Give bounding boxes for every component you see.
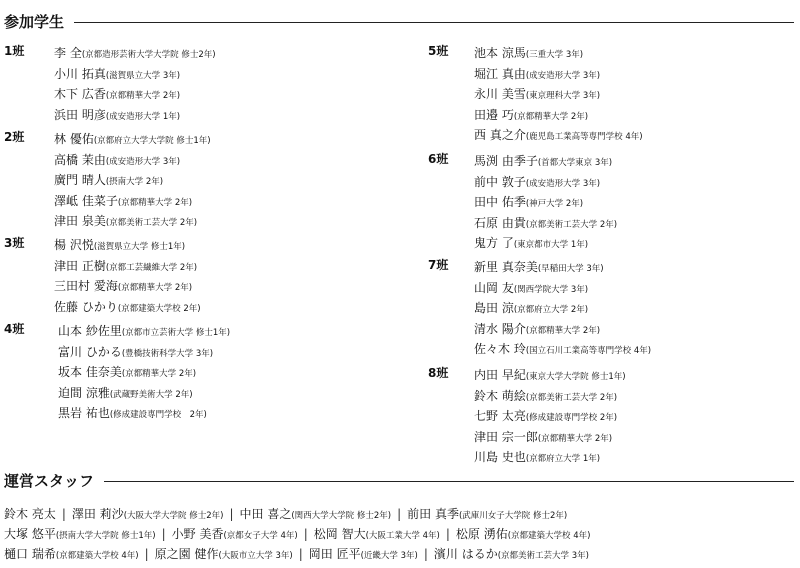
member-name: 津田 正樹 [54,258,106,273]
member-name: 石原 由貴 [474,215,526,230]
member-row [474,385,617,404]
member-row [54,104,180,123]
staff-title: 運営スタッフ [4,472,95,490]
member-row [474,446,600,465]
staff-name: 大塚 悠平 [4,527,56,541]
staff-affiliation: (近畿大学 3年) [360,551,418,561]
member-row [474,104,588,123]
staff-separator: | [298,547,303,561]
staff-name: 松岡 智大 [313,527,366,541]
member-row [474,63,600,82]
member-row [58,361,196,380]
member-name: 三田村 愛海 [54,279,118,293]
staff-separator: | [61,507,66,521]
member-name: 廣門 晴人 [54,173,106,187]
member-row [474,124,643,143]
member-affiliation: (京都美術工芸大学 2年) [105,218,198,228]
member-name: 高橋 茉由 [54,152,106,167]
member-affiliation: (成安造形大学 3年) [525,70,601,81]
staff-name: 樋口 瑞希 [4,547,56,561]
member-name: 島田 涼 [474,301,514,315]
group-label: 4班 [4,322,25,336]
heading-rule [104,481,794,482]
member-row [54,234,185,253]
member-affiliation: (成安造形大学 1年) [105,111,181,122]
member-row [474,338,651,357]
member-name: 黒岩 祐也 [58,406,110,420]
staff-separator: | [229,507,234,521]
member-affiliation: (東京都市大学 1年) [513,240,589,250]
member-name: 田中 佑季 [474,195,526,209]
member-row [54,42,216,61]
member-name: 永川 美雪 [474,87,526,101]
right-column [428,42,798,462]
member-row [474,232,588,251]
member-affiliation: (京都造形芸術大学大学院 修士2年) [81,50,216,60]
member-row [474,256,604,275]
member-row [54,83,180,102]
left-column [4,42,404,442]
staff-name: 前田 真季 [407,507,459,521]
member-affiliation: (三重大学 3年) [525,50,584,60]
member-name: 澤岻 佳菜子 [54,193,118,208]
staff-name: 松原 湧佑 [455,527,508,541]
member-affiliation: (滋賀県立大学 3年) [105,70,181,81]
member-name: 山本 紗佐里 [58,324,122,338]
member-row [54,190,192,209]
staff-affiliation: (武庫川女子大学院 修士2年) [458,511,568,521]
staff-row [4,523,590,542]
member-name: 池本 涼馬 [474,46,526,60]
staff-name: 中田 喜之 [239,507,292,521]
staff-name: 小野 美香 [171,527,224,541]
member-row [474,277,588,296]
member-affiliation: (神戸大学 2年) [525,199,584,209]
staff-separator: | [144,547,149,561]
member-name: 津田 宗一郎 [474,429,538,444]
staff-name: 原之園 健作 [154,547,219,561]
member-name: 鬼方 了 [474,236,514,250]
heading-rule [74,22,794,23]
member-affiliation: (成安造形大学 3年) [105,156,181,167]
member-name: 津田 泉美 [54,214,106,228]
member-name: 内田 早紀 [474,368,526,382]
member-row [54,296,201,315]
staff-separator: | [423,547,428,561]
member-row [474,171,600,190]
member-affiliation: (豊橋技術科学大学 3年) [121,348,214,359]
member-name: 馬渕 由季子 [474,154,538,168]
staff-name: 澤田 莉沙 [71,507,124,521]
member-row [58,402,207,421]
member-name: 前中 敦子 [474,174,526,189]
member-affiliation: (武蔵野美術大学 2年) [109,389,193,400]
member-name: 田邉 巧 [474,107,514,122]
member-row [474,318,600,337]
member-row [474,426,612,445]
member-row [54,169,163,188]
member-row [474,297,588,316]
group-label: 1班 [4,44,25,58]
group-label: 3班 [4,236,25,250]
member-affiliation: (東京理科大学 3年) [525,91,601,101]
member-row [474,212,617,231]
member-affiliation: (修成建設専門学校 2年) [109,410,207,420]
member-name: 楊 沢悦 [54,238,94,252]
member-row [474,191,583,210]
member-name: 木下 広香 [54,87,106,101]
member-affiliation: (京都建築大学校 2年) [117,303,201,314]
member-row [58,320,230,339]
member-name: 佐藤 ひかり [54,299,118,314]
staff-affiliation: (関西大学大学院 修士2年) [291,511,392,521]
member-row [54,63,180,82]
member-row [54,210,197,229]
member-affiliation: (京都市立芸術大学 修士1年) [121,328,231,338]
staff-separator: | [397,507,402,521]
staff-separator: | [445,527,450,541]
member-affiliation: (京都精華大学 2年) [117,283,193,293]
member-name: 迫間 涼雅 [58,385,110,400]
staff-affiliation: (京都女子大学 4年) [223,531,298,541]
staff-affiliation: (大阪工業大学 4年) [365,531,440,541]
staff-row [4,543,589,562]
member-affiliation: (京都美術工芸大学 2年) [525,392,618,403]
member-affiliation: (京都美術工芸大学 2年) [525,219,618,230]
participants-heading [4,11,794,32]
member-row [54,149,180,168]
member-affiliation: (京都精華大学 2年) [117,197,193,208]
member-name: 西 真之介 [474,128,526,142]
member-affiliation: (摂南大学 2年) [105,177,164,187]
member-affiliation: (京都工芸繊維大学 2年) [105,262,198,273]
group-label: 6班 [428,152,449,166]
member-affiliation: (首都大学東京 3年) [537,158,613,168]
staff-name: 岡田 匠平 [308,547,361,561]
member-affiliation: (京都府立大学 2年) [513,305,589,315]
member-row [474,83,600,102]
member-affiliation: (早稲田大学 3年) [537,264,604,274]
member-name: 清水 陽介 [474,321,526,336]
group-label: 5班 [428,44,449,58]
staff-heading [4,470,794,491]
member-row [474,42,583,61]
member-row [474,364,626,383]
group-label: 8班 [428,366,449,380]
member-affiliation: (修成建設専門学校 2年) [525,413,618,423]
member-name: 富川 ひかる [58,344,122,359]
member-affiliation: (東京大学大学院 修士1年) [525,372,626,382]
staff-affiliation: (京都美術工芸大学 3年) [497,551,589,561]
member-affiliation: (京都府立大学 1年) [525,454,601,464]
staff-row [4,503,567,522]
member-row [474,150,612,169]
member-row [54,275,192,294]
member-row [54,255,197,274]
member-affiliation: (京都精華大学 2年) [121,369,197,379]
staff-separator: | [303,527,308,541]
member-name: 浜田 明彦 [54,107,106,122]
member-name: 坂本 佳奈美 [58,365,122,379]
member-affiliation: (関西学院大学 3年) [513,284,589,295]
member-name: 七野 太亮 [474,409,526,423]
member-row [474,405,617,424]
staff-affiliation: (摂南大学大学院 修士1年) [55,531,156,541]
member-name: 新里 真奈美 [474,260,538,274]
member-affiliation: (京都府立大学大学院 修士1年) [93,136,211,146]
member-row [58,341,213,360]
group-label: 2班 [4,130,25,144]
member-affiliation: (京都精華大学 2年) [105,91,181,101]
group-label: 7班 [428,258,449,272]
member-name: 鈴木 萌絵 [474,388,526,403]
member-affiliation: (京都精華大学 2年) [537,433,613,444]
member-name: 李 全 [54,46,82,60]
member-name: 林 優佑 [54,132,94,146]
member-affiliation: (滋賀県立大学 修士1年) [93,242,186,252]
staff-affiliation: (京都建築大学校 4年) [55,551,139,561]
staff-affiliation: (大阪大学大学院 修士2年) [123,511,224,521]
member-affiliation: (京都精華大学 2年) [525,325,601,336]
member-affiliation: (成安造形大学 3年) [525,178,601,189]
member-name: 小川 拓真 [54,66,106,81]
member-name: 佐々木 玲 [474,342,526,356]
participants-title: 参加学生 [4,13,65,31]
member-affiliation: (京都精華大学 2年) [513,111,589,122]
staff-affiliation: (大阪市立大学 3年) [218,551,293,561]
member-affiliation: (国立石川工業高等専門学校 4年) [525,346,652,356]
staff-name: 濱川 はるか [433,547,498,561]
member-row [58,382,193,401]
member-affiliation: (鹿児島工業高等専門学校 4年) [525,132,643,142]
member-name: 堀江 真由 [474,66,526,81]
staff-name: 鈴木 亮太 [4,507,56,521]
staff-affiliation: (京都建築大学校 4年) [507,531,591,541]
member-name: 川島 史也 [474,450,526,464]
member-row [54,128,211,147]
member-name: 山岡 友 [474,280,514,295]
staff-separator: | [161,527,166,541]
